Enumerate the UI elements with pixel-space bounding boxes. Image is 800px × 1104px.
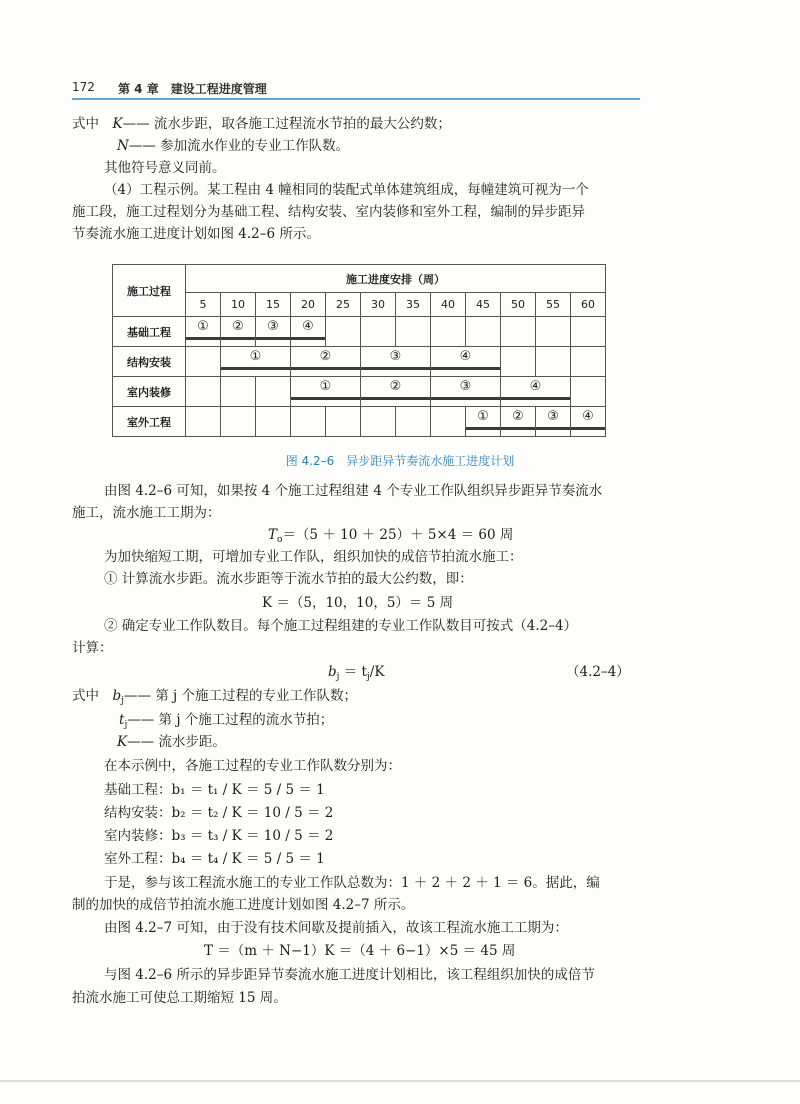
segment-mark: ④: [459, 349, 472, 364]
week-label: 15: [256, 293, 291, 317]
segment-mark: ②: [232, 319, 244, 334]
text-line: 为加快缩短工期，可增加专业工作队，组织加快的成倍节拍流水施工：: [104, 549, 523, 565]
progress-bar: [291, 397, 360, 400]
equation: K ＝（5，10，10，5）＝ 5 周: [262, 595, 454, 611]
text-line: 在本示例中，各施工过程的专业工作队数分别为：: [104, 758, 401, 774]
text-line: ① 计算流水步距。流水步距等于流水节拍的最大公约数，即：: [104, 571, 473, 587]
schedule-table: [112, 264, 606, 437]
text-line: 室外工程：b₄ ＝ t₄ / K ＝ 5 / 5 ＝ 1: [104, 851, 325, 867]
text-line: K—— 流水步距。: [117, 734, 226, 750]
process-name: 结构安装: [113, 347, 186, 377]
chapter-title: 第 4 章 建设工程进度管理: [118, 82, 267, 96]
figure-caption: 图 4.2–6 异步距异节奏流水施工进度计划: [285, 454, 515, 468]
progress-bar: [536, 427, 570, 430]
progress-bar: [501, 427, 535, 430]
text-line: 结构安装：b₂ ＝ t₂ / K ＝ 10 / 5 ＝ 2: [104, 805, 334, 821]
text-line: 施工，流水施工工期为：: [72, 505, 221, 521]
text-line: N—— 参加流水作业的专业工作队数。: [117, 138, 350, 154]
row-header: 施工过程: [113, 265, 186, 317]
segment-mark: ④: [529, 379, 542, 394]
progress-bar: [291, 367, 360, 370]
segment-mark: ③: [267, 319, 279, 334]
week-label: 35: [396, 293, 431, 317]
progress-bar: [361, 367, 430, 370]
text-line: 式中 $b_j——$ 第 j 个施工过程的专业工作队数；: [72, 688, 358, 706]
page-number: 172: [72, 80, 95, 94]
segment-mark: ③: [389, 349, 402, 364]
week-label: 55: [536, 293, 571, 317]
week-row: [113, 293, 606, 317]
week-label: 60: [571, 293, 606, 317]
progress-bar: [571, 427, 605, 430]
week-label: 5: [186, 293, 221, 317]
segment-mark: ①: [197, 319, 209, 334]
text-line: 制的加快的成倍节拍流水施工进度计划如图 4.2–7 所示。: [72, 897, 415, 913]
table-row: [113, 377, 606, 407]
text-line: 基础工程：b₁ ＝ t₁ / K ＝ 5 / 5 ＝ 1: [104, 782, 325, 798]
equation: T ＝（m ＋ N−1）K ＝（4 ＋ 6−1）×5 ＝ 45 周: [204, 943, 516, 959]
text-line: 施工段，施工过程划分为基础工程、结构安装、室内装修和室外工程，编制的异步距异: [72, 204, 585, 220]
text-line: 由图 4.2–7 可知，由于没有技术间歇及提前插入，故该工程流水施工工期为：: [104, 920, 568, 936]
process-name: 室内装修: [113, 377, 186, 407]
text-line: ② 确定专业工作队数目。每个施工过程组建的专业工作队数目可按式（4.2–4）: [104, 618, 578, 634]
text-line: 节奏流水施工进度计划如图 4.2–6 所示。: [72, 226, 320, 242]
progress-bar: [256, 337, 290, 340]
progress-bar: [291, 337, 325, 340]
progress-bar: [186, 337, 220, 340]
progress-bar: [221, 367, 290, 370]
text-line: 式中 K—— 流水步距，取各施工过程流水节拍的最大公约数；: [72, 116, 451, 132]
progress-bar: [501, 397, 570, 400]
week-label: 50: [501, 293, 536, 317]
text-line: 拍流水施工可使总工期缩短 15 周。: [72, 990, 287, 1006]
segment-mark: ③: [547, 409, 559, 424]
segment-mark: ①: [477, 409, 489, 424]
segment-mark: ①: [249, 349, 262, 364]
equation-number: （4.2–4）: [566, 664, 630, 680]
process-name: 室外工程: [113, 407, 186, 437]
segment-mark: ①: [319, 379, 332, 394]
text-line: （4）工程示例。某工程由 4 幢相同的装配式单体建筑组成，每幢建筑可视为一个: [104, 182, 589, 198]
table-row: [113, 317, 606, 347]
week-label: 20: [291, 293, 326, 317]
progress-bar: [431, 367, 500, 370]
equation: $b_j = t_j/K$: [328, 664, 385, 682]
text-line: 室内装修：b₃ ＝ t₃ / K ＝ 10 / 5 ＝ 2: [104, 828, 334, 844]
header-rule: [72, 98, 640, 100]
week-label: 25: [326, 293, 361, 317]
week-label: 10: [221, 293, 256, 317]
text-line: 由图 4.2–6 可知，如果按 4 个施工过程组建 4 个专业工作队组织异步距异节奏流水: [104, 483, 603, 499]
text-line: 其他符号意义同前。: [104, 160, 226, 176]
text-line: $t_j——$ 第 j 个施工过程的流水节拍；: [119, 712, 334, 730]
week-label: 40: [431, 293, 466, 317]
page-header: [72, 78, 640, 100]
progress-bar: [466, 427, 500, 430]
segment-mark: ④: [302, 319, 314, 334]
table-row: [113, 407, 606, 437]
segment-mark: ②: [512, 409, 524, 424]
segment-mark: ②: [389, 379, 402, 394]
progress-bar: [221, 337, 255, 340]
text-line: 于是，参与该工程流水施工的专业工作队总数为：1 ＋ 2 ＋ 2 ＋ 1 ＝ 6。据此，编: [104, 875, 600, 891]
segment-mark: ③: [459, 379, 472, 394]
progress-bar: [431, 397, 500, 400]
text-line: 计算：: [72, 640, 113, 656]
week-label: 45: [466, 293, 501, 317]
page-edge: [0, 1080, 800, 1082]
week-label: 30: [361, 293, 396, 317]
equation: $T_o=(5 + 10 + 25)+ 5\times 4 = 60$ 周: [268, 527, 514, 545]
process-name: 基础工程: [113, 317, 186, 347]
progress-bar: [361, 397, 430, 400]
table-title: 施工进度安排（周）: [186, 265, 606, 293]
text-line: 与图 4.2–6 所示的异步距异节奏流水施工进度计划相比，该工程组织加快的成倍节: [104, 967, 595, 983]
table-row: [113, 347, 606, 377]
segment-mark: ②: [319, 349, 332, 364]
segment-mark: ④: [582, 409, 594, 424]
